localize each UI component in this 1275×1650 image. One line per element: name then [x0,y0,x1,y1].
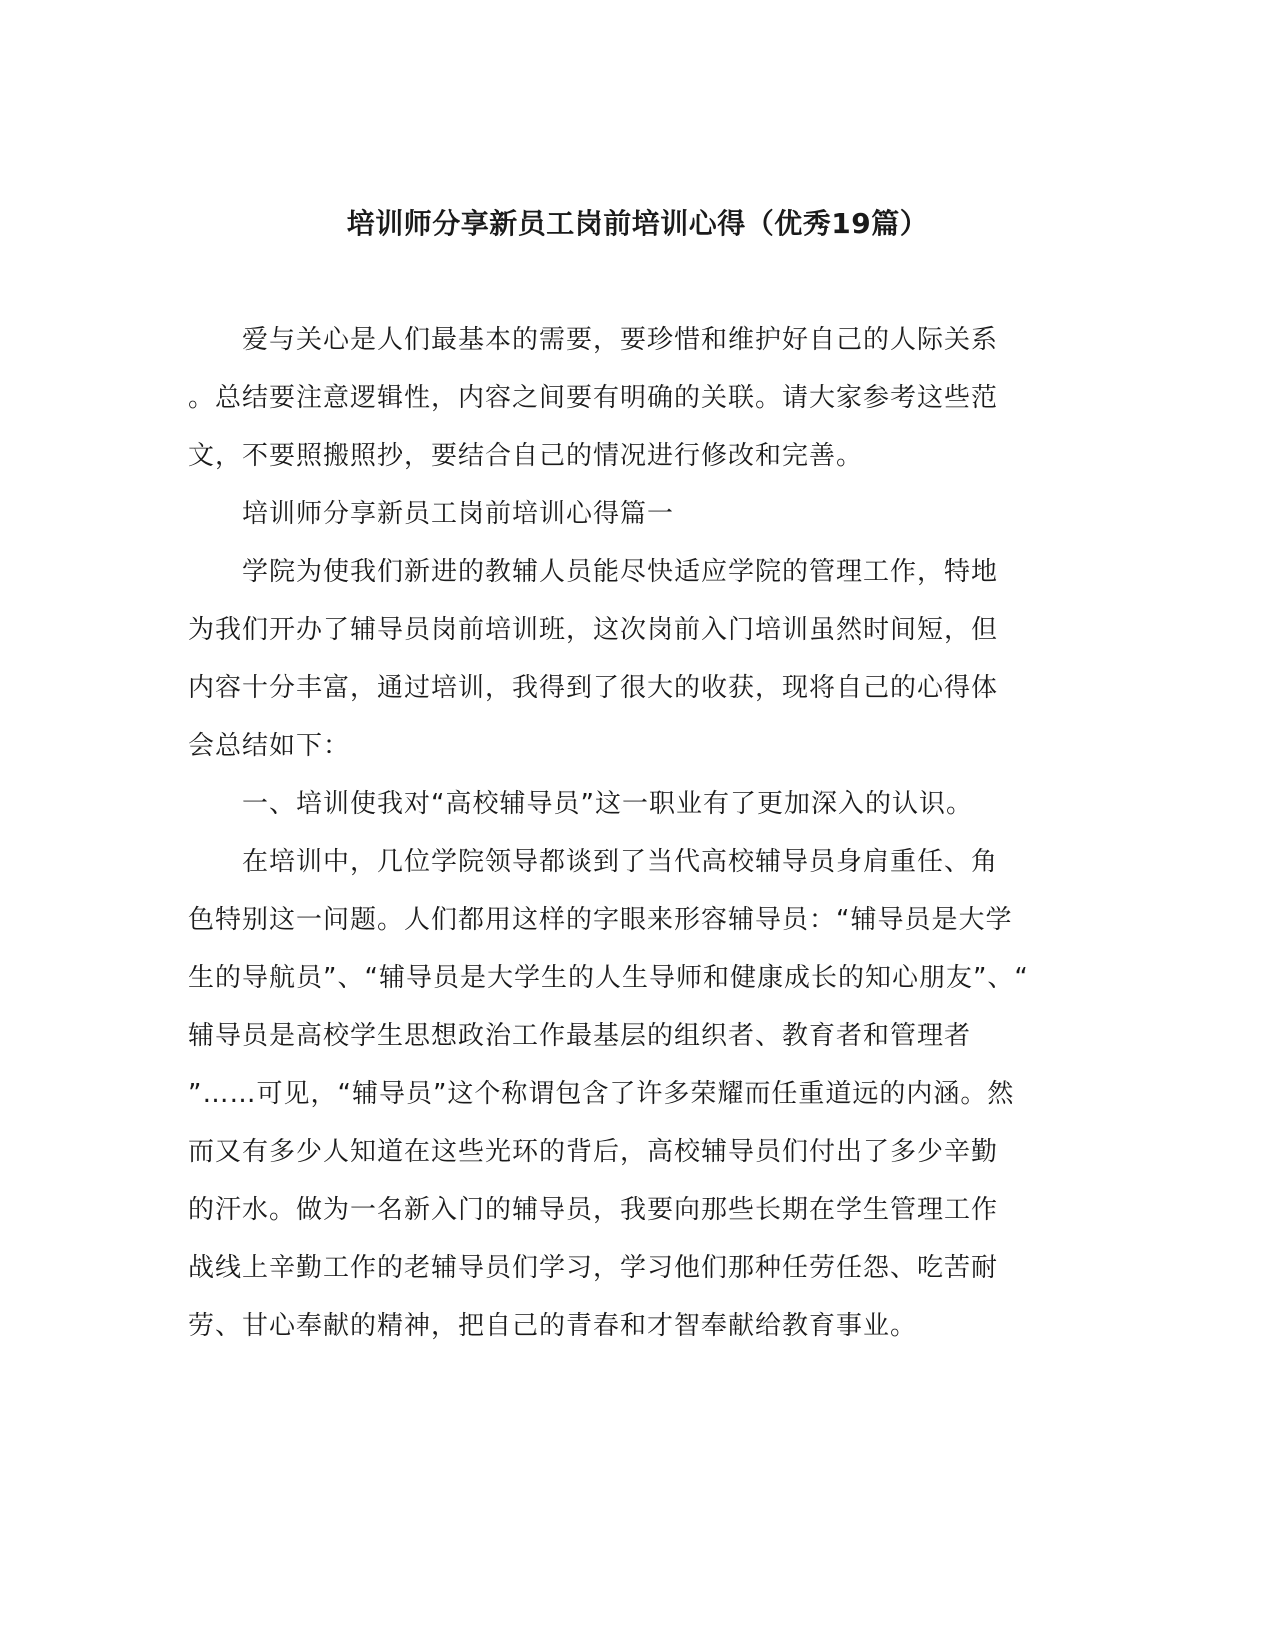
body-line: 劳、甘心奉献的精神，把自己的青春和才智奉献给教育事业。 [188,1311,918,1341]
body-line: 而又有多少人知道在这些光环的背后，高校辅导员们付出了多少辛勤 [188,1137,999,1167]
section-heading: 培训师分享新员工岗前培训心得篇一 [188,499,675,529]
body-line: 在培训中，几位学院领导都谈到了当代高校辅导员身肩重任、角 [188,847,999,877]
body-line: ”……可见，“辅导员”这个称谓包含了许多荣耀而任重道远的内涵。然 [188,1079,1015,1109]
body-line: 会总结如下： [188,731,351,761]
body-line: 的汗水。做为一名新入门的辅导员，我要向那些长期在学生管理工作 [188,1195,999,1225]
body-line: 为我们开办了辅导员岗前培训班，这次岗前入门培训虽然时间短，但 [188,615,999,645]
body-line: 内容十分丰富，通过培训，我得到了很大的收获，现将自己的心得体 [188,673,999,703]
body-line: 辅导员是高校学生思想政治工作最基层的组织者、教育者和管理者 [188,1021,972,1051]
body-line: 战线上辛勤工作的老辅导员们学习，学习他们那种任劳任怨、吃苦耐 [188,1253,999,1283]
body-line: 生的导航员”、“辅导员是大学生的人生导师和健康成长的知心朋友”、“ [188,963,1029,993]
body-line: 色特别这一问题。人们都用这样的字眼来形容辅导员：“辅导员是大学 [188,905,1013,935]
body-line: 。总结要注意逻辑性，内容之间要有明确的关联。请大家参考这些范 [188,383,999,413]
document-title: 培训师分享新员工岗前培训心得（优秀19篇） [346,207,929,240]
subsection-heading: 一、培训使我对“高校辅导员”这一职业有了更加深入的认识。 [188,789,973,819]
body-line: 爱与关心是人们最基本的需要，要珍惜和维护好自己的人际关系 [188,325,999,355]
body-line: 文，不要照搬照抄，要结合自己的情况进行修改和完善。 [188,441,864,471]
body-line: 学院为使我们新进的教辅人员能尽快适应学院的管理工作，特地 [188,557,999,587]
